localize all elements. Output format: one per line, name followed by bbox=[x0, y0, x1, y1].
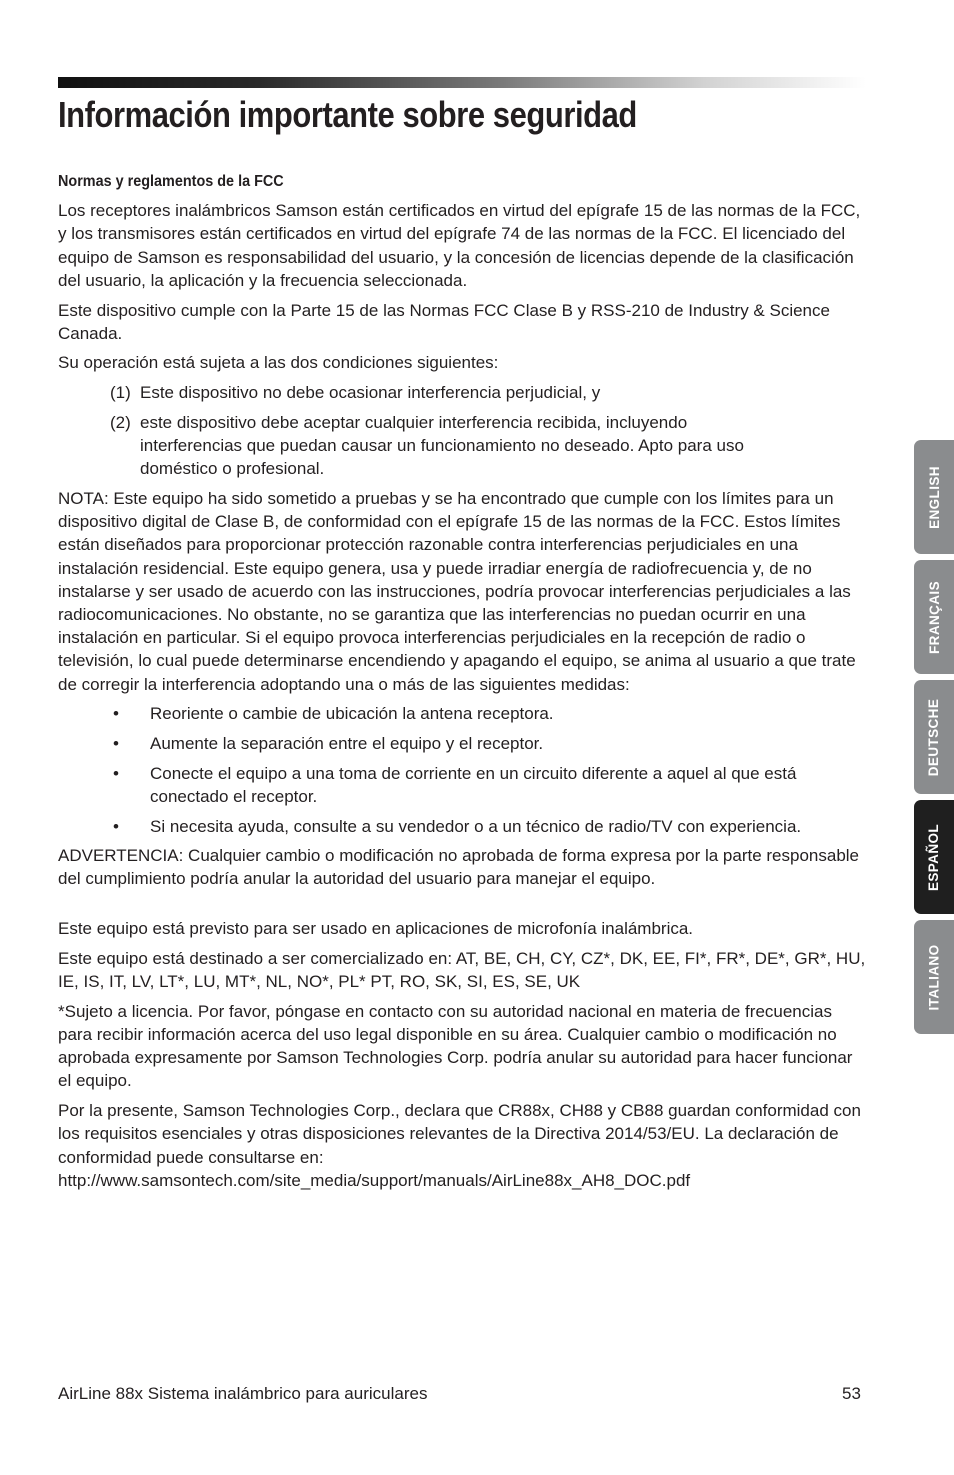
paragraph-markets: Este equipo está destinado a ser comercializado en: AT, BE, CH, CY, CZ*, DK, EE, FI*, FR*, DE*, GR*, HU, IE, IS, IT, LV, LT*, LU, MT*, NL, NO*, PL* PT, RO, SK, SI, ES, SE, UK bbox=[58, 948, 866, 992]
footer-product-name: AirLine 88x Sistema inalámbrico para auriculares bbox=[58, 1384, 428, 1403]
tab-espanol-label: ESPAÑOL bbox=[926, 823, 942, 891]
bullet-icon: • bbox=[113, 704, 119, 724]
paragraph-warning: ADVERTENCIA: Cualquier cambio o modificación no aprobada de forma expresa por la parte responsable del cumplimiento podría anular la autoridad del usuario para manejar el equipo. bbox=[58, 846, 860, 889]
tab-francais[interactable] bbox=[914, 560, 954, 674]
page-title: Información importante sobre seguridad bbox=[58, 94, 637, 135]
list-item bbox=[58, 762, 810, 808]
header-rule bbox=[58, 77, 866, 88]
list-item bbox=[58, 381, 770, 404]
list-item-number: (2) bbox=[110, 412, 131, 432]
bullet-icon: • bbox=[113, 733, 119, 753]
paragraph-compliance: Este dispositivo cumple con la Parte 15 de las Normas FCC Clase B y RSS-210 de Industry & Science Canada. bbox=[58, 300, 830, 343]
tab-deutsche[interactable] bbox=[914, 680, 954, 794]
tab-italiano[interactable] bbox=[914, 920, 954, 1034]
conditions-list bbox=[58, 381, 868, 480]
list-item bbox=[58, 702, 810, 725]
paragraph-declaration bbox=[58, 1099, 868, 1192]
paragraph-license: *Sujeto a licencia. Por favor, póngase en contacto con su autoridad nacional en materia de frecuencias para recibir información acerca del uso legal disponible en su área. Cualquier cambio o modificación no aprobada expresamente por Samson Technologies Corp. podría anular su autoridad para hacer funcionar el equipo. bbox=[58, 1001, 853, 1091]
tab-deutsche-label: DEUTSCHE bbox=[926, 698, 942, 776]
tab-espanol[interactable] bbox=[914, 800, 954, 914]
list-item-text: Reoriente o cambie de ubicación la antena receptora. bbox=[150, 704, 554, 724]
bullet-icon: • bbox=[113, 816, 119, 836]
declaration-url[interactable]: http://www.samsontech.com/site_media/support/manuals/AirLine88x_AH8_DOC.pdf bbox=[58, 1170, 691, 1190]
list-item bbox=[58, 815, 810, 838]
page-number: 53 bbox=[842, 1384, 861, 1403]
tab-italiano-label: ITALIANO bbox=[926, 944, 942, 1010]
section-heading: Normas y reglamentos de la FCC bbox=[58, 173, 284, 190]
declaration-text: Por la presente, Samson Technologies Corp., declara que CR88x, CH88 y CB88 guardan conformidad con los requisitos esenciales y otras disposiciones relevantes de la Directiva 2014/53/EU. La declaración de conformidad puede consultarse en: bbox=[58, 1101, 861, 1167]
list-item-text: Si necesita ayuda, consulte a su vendedor o a un técnico de radio/TV con experiencia. bbox=[150, 816, 802, 836]
list-item-text: este dispositivo debe aceptar cualquier interferencia recibida, incluyendo interferencias que puedan causar un funcionamiento no deseado. Apto para uso doméstico o profesional. bbox=[140, 412, 744, 479]
list-item-text: Este dispositivo no debe ocasionar interferencia perjudicial, y bbox=[140, 383, 601, 403]
list-item bbox=[58, 411, 770, 481]
list-item-text: Conecte el equipo a una toma de corriente en un circuito diferente a aquel al que está conectado el receptor. bbox=[150, 763, 797, 806]
tab-english-label: ENGLISH bbox=[926, 465, 942, 529]
measures-list bbox=[58, 702, 868, 838]
bullet-icon: • bbox=[113, 763, 119, 783]
tab-francais-label: FRANÇAIS bbox=[926, 580, 942, 654]
paragraph-conditions-intro: Su operación está sujeta a las dos condiciones siguientes: bbox=[58, 353, 499, 373]
paragraph-certification: Los receptores inalámbricos Samson están certificados en virtud del epígrafe 15 de las normas de la FCC, y los transmisores están certificados en virtud del epígrafe 74 de las normas de la FCC. El licenciado del equipo de Samson es responsabilidad del usuario, y la concesión de licencias depende de la clasificación del usuario, la aplicación y la frecuencia seleccionada. bbox=[58, 201, 861, 290]
list-item bbox=[58, 732, 810, 755]
list-item-text: Aumente la separación entre el equipo y el receptor. bbox=[150, 733, 544, 753]
tab-english[interactable] bbox=[914, 440, 954, 554]
paragraph-intended-use: Este equipo está previsto para ser usado en aplicaciones de microfonía inalámbrica. bbox=[58, 919, 694, 939]
spacer bbox=[58, 897, 868, 917]
paragraph-note: NOTA: Este equipo ha sido sometido a pruebas y se ha encontrado que cumple con los límites para un dispositivo digital de Clase B, de conformidad con el epígrafe 15 de las normas de la FCC. Estos límites están diseñados para proporcionar protección razonable contra interferencias perjudiciales en una instalación residencial. Este equipo genera, usa y puede irradiar energía de radiofrecuencia y, de no instalarse y ser usado de acuerdo con las instrucciones, podría provocar interferencias perjudiciales a las radiocomunicaciones. No obstante, no se garantiza que las interferencias no puedan ocurrir en una instalación en particular. Si el equipo provoca interferencias perjudiciales en la recepción de radio o televisión, lo cual puede determinarse encendiendo y apagando el equipo, se anima al usuario a que trate de corregir la interferencia adoptando una o más de las siguientes medidas: bbox=[58, 488, 856, 694]
main-content bbox=[58, 170, 868, 1198]
list-item-number: (1) bbox=[110, 383, 131, 403]
